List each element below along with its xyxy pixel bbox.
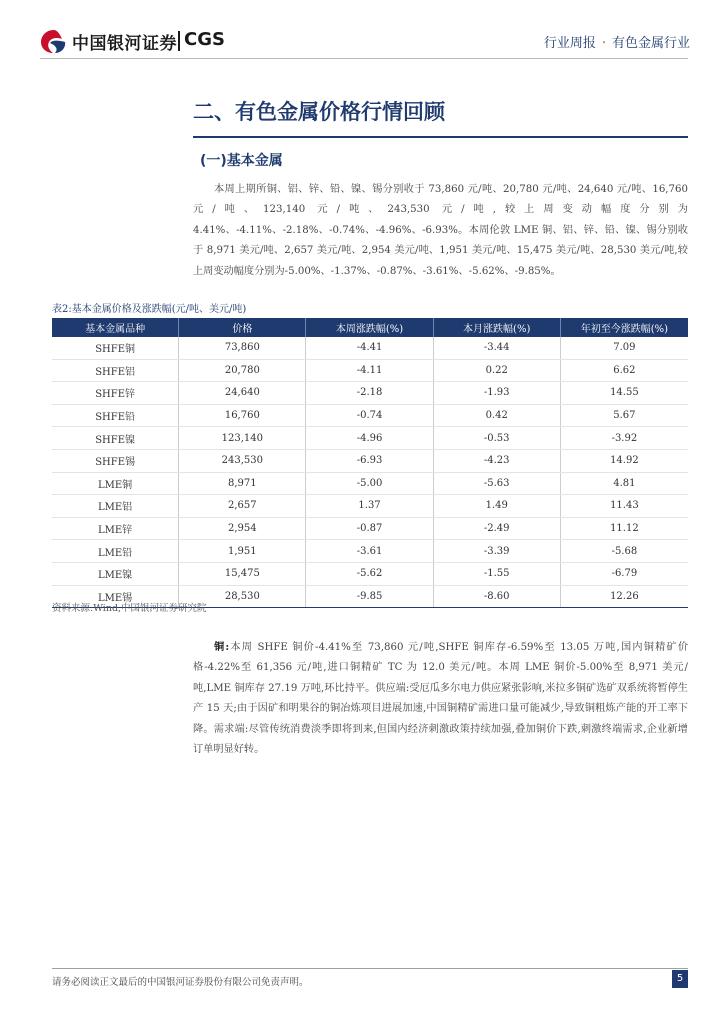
cell-variety: LME铅 bbox=[52, 540, 179, 563]
table-row bbox=[52, 517, 688, 540]
cell-variety: LME锌 bbox=[52, 517, 179, 540]
copper-analysis-paragraph bbox=[193, 637, 688, 760]
cell-variety: LME镍 bbox=[52, 562, 179, 585]
cell-price: 16,760 bbox=[179, 404, 306, 427]
cell-monthly-change: 0.42 bbox=[433, 404, 560, 427]
subsection-title: (一)基本金属 bbox=[200, 153, 283, 169]
section-divider bbox=[193, 136, 688, 138]
cell-ytd-change: 6.62 bbox=[560, 359, 688, 382]
logo-divider bbox=[178, 31, 180, 51]
cell-price: 2,954 bbox=[179, 517, 306, 540]
cell-variety: SHFE铅 bbox=[52, 404, 179, 427]
report-label bbox=[544, 32, 690, 51]
cell-variety: LME锡 bbox=[52, 585, 179, 608]
copper-lead: 铜: bbox=[214, 641, 230, 653]
report-type: 行业周报 bbox=[543, 36, 596, 51]
cell-ytd-change: 14.55 bbox=[560, 382, 688, 405]
cell-price: 28,530 bbox=[179, 585, 306, 608]
table-row bbox=[52, 337, 688, 359]
table-row bbox=[52, 562, 688, 585]
cell-weekly-change: -4.96 bbox=[306, 427, 433, 450]
table-source: 资料来源:Wind,中国银河证券研究院 bbox=[52, 603, 207, 614]
header-monthly-change: 本月涨跌幅(%) bbox=[433, 318, 560, 337]
cell-monthly-change: -3.44 bbox=[433, 337, 560, 359]
cell-weekly-change: -2.18 bbox=[306, 382, 433, 405]
cell-price: 1,951 bbox=[179, 540, 306, 563]
cell-monthly-change: 1.49 bbox=[433, 495, 560, 518]
cell-variety: SHFE锌 bbox=[52, 382, 179, 405]
cell-weekly-change: -4.41 bbox=[306, 337, 433, 359]
cell-monthly-change: -4.23 bbox=[433, 449, 560, 472]
cell-ytd-change: -6.79 bbox=[560, 562, 688, 585]
cell-price: 2,657 bbox=[179, 495, 306, 518]
logo-english-text: CGS bbox=[184, 29, 225, 50]
cell-monthly-change: -5.63 bbox=[433, 472, 560, 495]
cell-price: 73,860 bbox=[179, 337, 306, 359]
cell-monthly-change: -8.60 bbox=[433, 585, 560, 608]
cell-ytd-change: 5.67 bbox=[560, 404, 688, 427]
header-variety: 基本金属品种 bbox=[52, 318, 179, 337]
cell-weekly-change: -9.85 bbox=[306, 585, 433, 608]
cell-price: 24,640 bbox=[179, 382, 306, 405]
cell-variety: SHFE铝 bbox=[52, 359, 179, 382]
cell-variety: SHFE镍 bbox=[52, 427, 179, 450]
table-row bbox=[52, 449, 688, 472]
page-number: 5 bbox=[672, 970, 688, 988]
cell-ytd-change: 12.26 bbox=[560, 585, 688, 608]
cell-price: 15,475 bbox=[179, 562, 306, 585]
cgs-logo-icon bbox=[40, 28, 68, 54]
cell-weekly-change: 1.37 bbox=[306, 495, 433, 518]
cell-variety: LME铝 bbox=[52, 495, 179, 518]
cell-ytd-change: 4.81 bbox=[560, 472, 688, 495]
metal-price-table bbox=[52, 318, 688, 608]
cell-variety: SHFE铜 bbox=[52, 337, 179, 359]
cell-ytd-change: -3.92 bbox=[560, 427, 688, 450]
cell-monthly-change: -1.93 bbox=[433, 382, 560, 405]
cell-monthly-change: -0.53 bbox=[433, 427, 560, 450]
cell-ytd-change: 11.43 bbox=[560, 495, 688, 518]
cell-price: 8,971 bbox=[179, 472, 306, 495]
cell-weekly-change: -4.11 bbox=[306, 359, 433, 382]
table-row bbox=[52, 540, 688, 563]
cell-weekly-change: -5.00 bbox=[306, 472, 433, 495]
cell-weekly-change: -6.93 bbox=[306, 449, 433, 472]
cell-weekly-change: -5.62 bbox=[306, 562, 433, 585]
header-ytd-change: 年初至今涨跌幅(%) bbox=[560, 318, 688, 337]
cell-variety: SHFE锡 bbox=[52, 449, 179, 472]
footer-disclaimer: 请务必阅读正文最后的中国银河证券股份有限公司免责声明。 bbox=[52, 977, 309, 988]
table-row bbox=[52, 359, 688, 382]
price-summary-paragraph: 本周上期所铜、铝、锌、铅、镍、锡分别收于 73,860 元/吨、20,780 元/吨、24,640 元/吨、16,760 元/吨、123,140 元/吨、243,530 元/吨,较上周变动幅度分别为 4.41%、-4.11%、-2.18%、-0.74%、-4.96%、-6.93%。本周伦敦 LME 铜、铝、锌、铅、镍、锡分别收于 8,971 美元/吨、2,657 美元/吨、2,954 美元/吨、1,951 美元/吨、15,475 美元/吨、28,530 美元/吨,较上周变动幅度分别为-5.00%、-1.37%、-0.87%、-3.61%、-5.62%、-9.85%。 bbox=[193, 184, 688, 277]
cell-variety: LME铜 bbox=[52, 472, 179, 495]
table-row bbox=[52, 472, 688, 495]
cell-ytd-change: 7.09 bbox=[560, 337, 688, 359]
section-title: 二、有色金属价格行情回顾 bbox=[193, 100, 445, 124]
table-row bbox=[52, 404, 688, 427]
cell-price: 243,530 bbox=[179, 449, 306, 472]
cell-monthly-change: -2.49 bbox=[433, 517, 560, 540]
logo-chinese-text: 中国银河证券 bbox=[72, 34, 177, 54]
cell-monthly-change: -3.39 bbox=[433, 540, 560, 563]
cell-monthly-change: 0.22 bbox=[433, 359, 560, 382]
header-separator: · bbox=[601, 36, 606, 51]
table-row bbox=[52, 382, 688, 405]
footer-divider bbox=[52, 968, 688, 969]
cell-weekly-change: -0.87 bbox=[306, 517, 433, 540]
copper-body: 本周 SHFE 铜价-4.41%至 73,860 元/吨,SHFE 铜库存-6.59%至 13.05 万吨,国内铜精矿价格-4.22%至 61,356 元/吨,进口铜精矿 TC 为 12.0 美元/吨。本周 LME 铜价-5.00%至 8,971 美元/吨,LME 铜库存 27.19 万吨,环比持平。供应端:受厄瓜多尔电力供应紧张影响,米拉多铜矿选矿双系统将暂停生产 15 天;由于因矿和明果谷的铜冶炼项目进展加速,中国铜精矿需进口量可能减少,导致铜粗炼产能的开工率下降。需求端:尽管传统消费淡季即将到来,但国内经济刺激政策持续加强,叠加铜价下跌,刺激终端需求,企业新增订单明显好转。 bbox=[193, 642, 689, 756]
cell-ytd-change: -5.68 bbox=[560, 540, 688, 563]
cell-weekly-change: -0.74 bbox=[306, 404, 433, 427]
cell-ytd-change: 11.12 bbox=[560, 517, 688, 540]
cell-monthly-change: -1.55 bbox=[433, 562, 560, 585]
table-caption: 表2:基本金属价格及涨跌幅(元/吨、美元/吨) bbox=[52, 304, 247, 315]
header-weekly-change: 本周涨跌幅(%) bbox=[306, 318, 433, 337]
table-row bbox=[52, 495, 688, 518]
page-header bbox=[0, 0, 724, 60]
table-header-row bbox=[52, 318, 688, 337]
table-row bbox=[52, 427, 688, 450]
cell-price: 123,140 bbox=[179, 427, 306, 450]
header-price: 价格 bbox=[179, 318, 306, 337]
cell-weekly-change: -3.61 bbox=[306, 540, 433, 563]
industry-name: 有色金属行业 bbox=[611, 36, 690, 51]
cell-price: 20,780 bbox=[179, 359, 306, 382]
header-divider bbox=[40, 58, 688, 59]
cell-ytd-change: 14.92 bbox=[560, 449, 688, 472]
